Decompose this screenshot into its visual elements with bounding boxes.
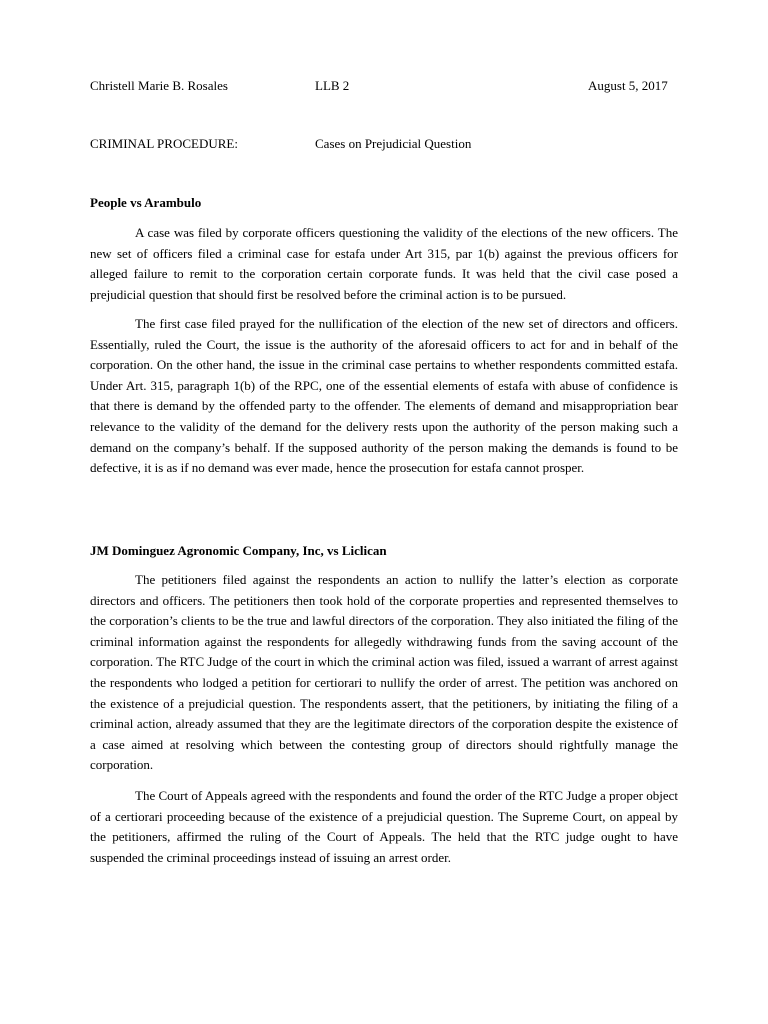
case-paragraph: A case was filed by corporate officers questioning the validity of the elections of the new officers. The new set of officers filed a criminal case for estafa under Art 315, par 1(b) against the previous officers for alleged failure to remit to the corporation certain corporate funds. It was held that the civil case posed a prejudicial question that should first be resolved before the criminal action is to be pursued. bbox=[90, 225, 678, 302]
case-paragraph: The petitioners filed against the respondents an action to nullify the latter’s election as corporate directors and officers. The petitioners then took hold of the corporate properties and represented themselves to the corporation’s clients to be the true and lawful directors of the corporation. They also initiated the filing of the criminal information against the respondents for allegedly withdrawing funds from the saving account of the corporation. The RTC Judge of the court in which the criminal action was filed, issued a warrant of arrest against the respondents who lodged a petition for certiorari to nullify the order of arrest. The petition was anchored on the existence of a prejudicial question. The respondents assert, that the petitioners, by initiating the filing of a criminal action, already assumed that they are the legitimate directors of the corporation despite the existence of a case aimed at resolving which between the contesting group of directors should rightfully manage the corporation. bbox=[90, 572, 678, 773]
case-title-arambulo: People vs Arambulo bbox=[90, 195, 202, 210]
case-paragraph: The first case filed prayed for the nullification of the election of the new set of directors and officers. Essentially, ruled the Court, the issue is the authority of the aforesaid officers to act for and in behalf of the corporation. On the other hand, the issue in the criminal case pertains to whether respondents committed estafa. Under Art. 315, paragraph 1(b) of the RPC, one of the essential elements of estafa with abuse of confidence is that there is demand by the offended party to the offender. The elements of demand and misappropriation bear relevance to the validity of the demand for the delivery rests upon the authority of the person making such a demand on the company’s behalf. If the supposed authority of the person making the demands is found to be defective, it is as if no demand was ever made, hence the prosecution for estafa cannot prosper. bbox=[90, 316, 678, 476]
subject-label: CRIMINAL PROCEDURE: bbox=[90, 136, 238, 151]
case-paragraph: The Court of Appeals agreed with the respondents and found the order of the RTC Judge a proper object of a certiorari proceeding because of the existence of a prejudicial question. The Supreme Court, on appeal by the petitioners, affirmed the ruling of the Court of Appeals. The held that the RTC judge ought to have suspended the criminal proceedings instead of issuing an arrest order. bbox=[90, 788, 678, 865]
author-name: Christell Marie B. Rosales bbox=[90, 78, 228, 93]
document-date: August 5, 2017 bbox=[588, 78, 668, 93]
case-title-dominguez: JM Dominguez Agronomic Company, Inc, vs Liclican bbox=[90, 543, 387, 558]
topic-label: Cases on Prejudicial Question bbox=[315, 136, 472, 151]
class-label: LLB 2 bbox=[315, 78, 350, 93]
